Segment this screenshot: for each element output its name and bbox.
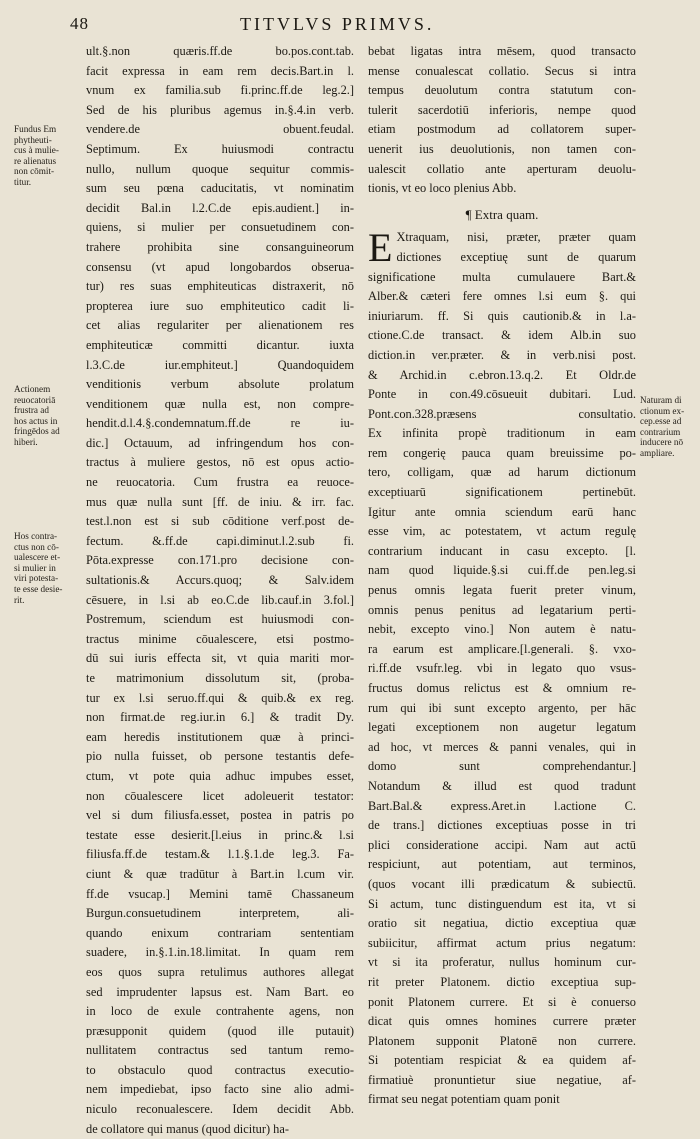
section-first-paragraph [368,225,636,271]
text-line: vt si ita proferatur, nullus hominum cur- [368,955,636,970]
text-line: tulerit sacerdotiū inferioris, nempe quod [368,102,636,117]
text-line: sum seu pœna caducitatis, vt nominatim [86,181,354,196]
text-line: test.l.non est si sub cōditione verf.post de- [86,514,354,529]
margin-note-line: frustra ad [14,405,49,416]
text-line: hendit.d.l.4.§.condemnatum.ff.de re iu- [86,416,354,431]
section-heading: ¶ Extra quam. [465,206,539,222]
text-line: emphiteuticæ committi dicantur. iuxta [86,337,354,352]
text-line: l.3.C.de iur.emphiteut.] Quandoquidem [86,357,354,372]
text-line: uenerit ius deuolutionis, non tamen con- [368,141,636,156]
text-line: filiusfa.ff.de testam.& l.1.§.1.de leg.3. Fa- [86,847,354,862]
text-line: vel si dum filiusfa.esset, postea in patris po [86,808,354,823]
text-line: nullo, nullum quoque sequitur commis- [86,161,354,176]
margin-note-line: rit. [14,594,25,605]
text-line: ri.ff.de vsufr.leg. vbi in legato quo vsus- [368,661,636,676]
text-line: legati exceptionem non augetur legatum [368,720,636,735]
margin-note-line: Actionem [14,384,51,394]
text-line: dic.] Octauum, ad infringendum hos con- [86,435,354,450]
margin-note-hos-contractus [14,531,78,605]
text-line: rum qui ibi sunt excepto argento, per hāc [368,700,636,715]
text-line: & Archid.in c.ebron.13.q.2. Et Oldr.de [368,367,636,382]
left-text-column [86,42,354,1139]
text-line: tractus minime cōualescere, etsi postmo- [86,631,354,646]
text-line: fectum. &.ff.de capi.diminut.l.2.sub fi. [86,533,354,548]
text-line: significatione multa cumulauere Bart.& [368,269,636,284]
right-column-body [368,268,636,1111]
text-line: niculo reconualescere. Idem decidit Abb. [86,1102,354,1117]
text-line: contrarium inducant in casu excepto. [l. [368,543,636,558]
margin-note-line: fringēdos ad [14,426,60,437]
text-line: dictiones exceptiuę sunt de quarum [396,249,636,264]
text-line: firmatiuè pronuntietur siue negatiue, af- [368,1072,636,1087]
text-line: quiens, si mulier per consuetudinem con- [86,220,354,235]
text-line: Septimum. Ex huiusmodi contractu [86,141,354,156]
text-line: exceptiuarū significationem pertinebūt. [368,485,636,500]
margin-note-line: Fundus Em [14,124,57,134]
text-line: nam quod liquide.§.si cui.ff.de pen.leg.si [368,563,636,578]
text-line: de trans.] dictiones exceptiuas posse in tri [368,818,636,833]
right-text-column [368,42,636,1110]
margin-note-line: phytheuti- [14,134,52,145]
text-line: Si potentiam respiciat & ea quidem af- [368,1053,636,1068]
text-line: venditionis verbum absolute prolatum [86,377,354,392]
text-line: Notandum & illud est quod tradunt [368,778,636,793]
text-line: Xtraquam, nisi, præter, præter quam [396,230,636,245]
text-line: mus quæ nulla sunt [ff. de iniu. & irr. fac. [86,494,354,509]
text-line: tur) res suas emphiteuticas distraxerit, nō [86,279,354,294]
margin-note-line: ctus non cō- [14,541,59,552]
text-line: firmat seu negat potentiam quam ponit [368,1092,560,1107]
text-line: vendere.de obuent.feudal. [86,122,354,137]
text-line: domo sunt comprehendantur.] [368,759,636,774]
margin-note-line: re alienatus [14,155,57,166]
margin-note-line: contrarium [640,426,681,437]
right-column-opening-paragraph [368,42,636,199]
text-line: Bart.Bal.& express.Aret.in l.actione C. [368,798,636,813]
margin-note-line: titur. [14,176,32,187]
text-line: plici consideratione accipi. Nam aut actū [368,837,636,852]
text-line: rem congerię pauca quam breuissime po- [368,445,636,460]
text-line: etiam postmodum ad collatorem super- [368,122,636,137]
margin-note-actionem [14,384,78,448]
margin-note-fundus [14,124,78,188]
text-line: respiciunt, aut potentiam, aut terminos, [368,857,636,872]
text-line: esse vim, ac potestatem, vt actum regulę [368,524,636,539]
text-line: te matrimonium dissolutum sit, (proba- [86,671,354,685]
running-head: TITVLVS PRIMVS. [240,14,435,34]
text-line: dicat quis omnes homines currere præter [368,1014,636,1029]
text-line: trahere prohibita sine consanguineorum [86,239,354,254]
text-line: sultationis.& Accurs.quoq; & Salv.idem [86,573,354,588]
text-line: Ponte in con.49.cōsueuit dubitari. Lud. [368,387,636,402]
text-line: ult.§.non quæris.ff.de bo.pos.cont.tab. [86,44,354,58]
text-line: ff.de vsucap.] Memini tamē Chassaneum [86,886,354,901]
text-line: Ex infinita propè traditionum in eam [368,426,636,441]
text-line: non cōualescere licet adoleuerit testator: [86,788,354,803]
text-line: tractus à muliere gestos, nō est opus actio- [86,455,354,470]
text-line: diction.in ver.præter. & in verb.nisi post. [368,347,636,362]
text-line: sed imprudenter lapsus est. Nam Bart. eo [86,984,354,999]
text-line: tero, colligam, quæ ad harum dictionum [368,465,636,480]
margin-note-line: cep.esse ad [640,416,682,427]
text-line: ctum, vt pote quia adhuc impubes esset, [86,768,354,783]
text-line: ra earum est amplicare.[l.generali. §. vxo- [368,641,636,656]
text-line: suadere, in.§.1.in.18.limitat. In quam rem [86,945,354,960]
text-line: non firmat.de reg.iur.in 6.] & tradit Dy. [86,710,354,725]
text-line: Pōta.expresse con.171.pro decisione con- [86,553,354,568]
text-line: Si actum, tunc distinguendum est ita, vt si [368,896,636,911]
text-line: oratio sit negatiua, dictio exceptiua quæ [368,916,636,931]
page-number: 48 [70,14,89,33]
text-line: penus omnis legata fuerit preter vinum, [368,583,636,598]
text-line: rit preter Platonem. dictio exceptiua sup- [368,974,636,989]
margin-note-line: ctionum ex- [640,405,685,416]
text-line: bebat ligatas intra mēsem, quod transacto [368,44,636,58]
text-line: Platonem supponit Platonē non currere. [368,1033,636,1048]
margin-note-line: Hos contra- [14,531,58,541]
text-line: de collatore qui manus (quod dicitur) ha- [86,1121,290,1136]
text-line: pio nulla fuisset, ob persone testantis defe- [86,749,354,764]
text-line: præsupponit quidem (quod ille putauit) [86,1023,354,1038]
text-line: tempus deuolutum contra statutum con- [368,83,636,98]
text-line: venditionem quæ nulla est, non compre- [86,396,354,411]
text-line: facit expressa in eam rem decis.Bart.in l. [86,63,354,78]
text-line: ciunt & quæ tradūtur à Bart.in l.cum vir. [86,866,354,881]
margin-note-line: ualescere et- [14,552,61,563]
text-line: iniuriarum. ff. Si quis cautionib.& in l.a- [368,308,636,323]
text-line: vnum ex familia.sub fi.princ.ff.de leg.2.] [86,83,354,98]
text-line: in loco de exule contrahente agens, non [86,1004,354,1019]
text-line: ualescit collatio ante aperturam deuolu- [368,161,636,176]
margin-note-line: viri potesta- [14,573,59,584]
margin-note-line: reuocatoriā [14,394,56,405]
margin-note-line: inducere nō [640,437,684,448]
text-line: eam heredis institutionem quæ à princi- [86,729,354,744]
text-line: propterea iure suo emphiteutico cadit li- [86,298,354,313]
text-line: Burgun.consuetudinem interpretem, ali- [86,906,354,921]
text-line: tur ex l.si seruo.ff.qui & quib.& ex reg. [86,690,354,705]
text-line: nullitatem contractus sed tantum remo- [86,1043,354,1058]
text-line: Pont.con.328.præsens consultatio. [368,406,636,421]
text-line: Alber.& cæteri fere omnes l.si eum §. qui [368,289,636,304]
text-line: ctione.C.de transact. & idem Alb.in suo [368,328,636,343]
margin-note-line: si mulier in [14,562,56,573]
text-line: consensu (vt apud longobardos obserua- [86,259,354,274]
text-line: testate esse desierit.[l.eius in princ.& l.si [86,827,354,842]
text-line: nebit, excepto vino.] Non autem è natu- [368,622,636,637]
text-line: decidit Bal.in l.2.C.de epis.audient.] in- [86,200,354,215]
margin-note-line: ampliare. [640,447,675,458]
text-line: tionis, vt eo loco plenius Abb. [368,181,517,196]
margin-note-line: te esse desie- [14,583,63,594]
text-line: eos quos supra retulimus authores allegat [86,964,354,979]
text-line: fructus domus relictus est & omnium re- [368,681,636,695]
text-line: cet alias regulariter per alienationem res [86,318,354,333]
text-line: nem impediebat, ipso facto sine alio admi- [86,1082,354,1097]
margin-note-naturam [640,395,698,459]
margin-note-line: hiberi. [14,436,38,447]
drop-cap-initial: E [368,225,393,271]
margin-note-line: Naturam di [640,395,682,405]
margin-note-line: hos actus in [14,415,58,426]
text-line: (quos vocant illi prædicatum & subiectū. [368,876,636,891]
margin-note-line: cus à mulie- [14,145,59,156]
text-line: cēsuere, in l.si ab eo.C.de lib.cauf.in 3.fol.] [86,592,354,607]
text-line: subiicitur, affirmat actum prius negatum: [368,935,636,950]
text-line: ad hoc, vt merces & panni venales, qui in [368,739,636,754]
text-line: ne reuocatoria. Cum frustra ea reuoce- [86,475,354,490]
text-line: quando enixum contrariam sententiam [86,925,354,940]
text-line: Sed de his pluribus agemus in.§.4.in verb. [86,102,354,117]
text-line: ponit Platonem currere. Et si è conuerso [368,994,636,1009]
text-line: Postremum, sciendum est huiusmodi con- [86,612,354,627]
text-line: mense conualescat collatio. Secus si intra [368,63,636,78]
text-line: omnis penus penitus ad legatarium perti- [368,602,636,617]
margin-note-line: non cōmit- [14,166,55,177]
text-line: dū sui iuris effecta sit, vt quia mariti mor- [86,651,354,666]
text-line: Igitur ante omnia sciendum earū hanc [368,504,636,519]
text-line: to obstaculo quod contractus executio- [86,1062,354,1077]
